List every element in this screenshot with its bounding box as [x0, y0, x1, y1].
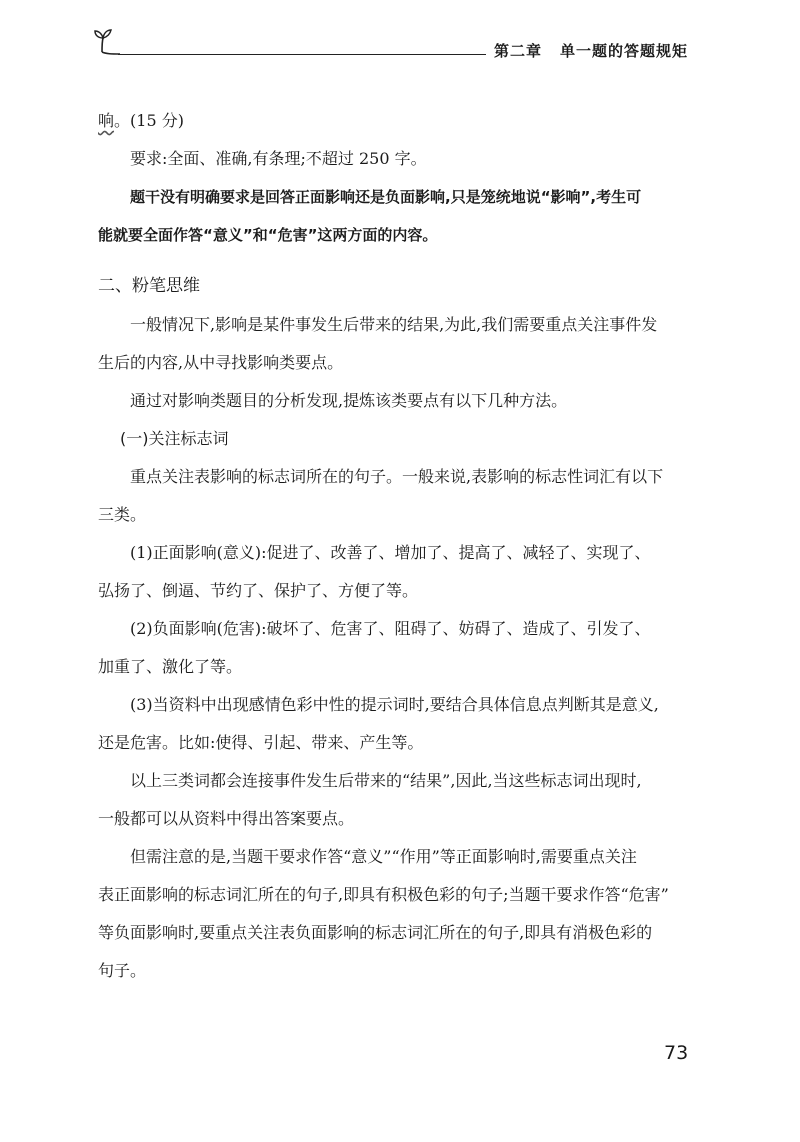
list-item: (1)正面影响(意义):促进了、改善了、增加了、提高了、减轻了、实现了、	[130, 543, 651, 562]
page-content	[98, 102, 696, 990]
paragraph-line: 但需注意的是,当题干要求作答“意义”“作用”等正面影响时,需要重点关注	[130, 847, 637, 866]
paragraph-line: 表正面影响的标志词汇所在的句子,即具有积极色彩的句子;当题干要求作答“危害”	[98, 885, 669, 904]
subsection-title: (一)关注标志词	[120, 429, 229, 448]
paragraph-line: 一般情况下,影响是某件事发生后带来的结果,为此,我们需要重点关注事件发	[130, 315, 658, 334]
sprout-icon	[92, 28, 122, 56]
paragraph-line: 等负面影响时,要重点关注表负面影响的标志词汇所在的句子,即具有消极色彩的	[98, 923, 653, 942]
analysis-line: 能就要全面作答“意义”和“危害”这两方面的内容。	[98, 226, 438, 244]
list-item: 加重了、激化了等。	[98, 657, 243, 676]
list-item: (3)当资料中出现感情色彩中性的提示词时,要结合具体信息点判断其是意义,	[130, 695, 659, 714]
wavy-underlined-text: 响	[98, 111, 115, 130]
requirement-text: 要求:全面、准确,有条理;不超过 250 字。	[130, 149, 427, 168]
list-item: (2)负面影响(危害):破坏了、危害了、阻碍了、妨碍了、造成了、引发了、	[130, 619, 651, 638]
running-header	[494, 40, 688, 61]
question-tail: 响。(15 分)	[98, 111, 184, 130]
paragraph-line: 生后的内容,从中寻找影响类要点。	[98, 353, 344, 372]
chapter-title: 单一题的答题规矩	[560, 42, 689, 60]
paragraph-line: 三类。	[98, 505, 147, 524]
paragraph-line: 以上三类词都会连接事件发生后带来的“结果”,因此,当这些标志词出现时,	[130, 771, 642, 790]
list-item: 弘扬了、倒逼、节约了、保护了、方便了等。	[98, 581, 419, 600]
section-title: 二、粉笔思维	[98, 276, 200, 296]
paragraph-line: 重点关注表影响的标志词所在的句子。一般来说,表影响的标志性词汇有以下	[130, 467, 664, 486]
analysis-line: 题干没有明确要求是回答正面影响还是负面影响,只是笼统地说“影响”,考生可	[130, 188, 642, 206]
paragraph-line: 一般都可以从资料中得出答案要点。	[98, 809, 355, 828]
chapter-label: 第二章	[494, 42, 543, 60]
page-number: 73	[664, 1042, 689, 1064]
header-rule	[118, 54, 486, 55]
paragraph-line: 通过对影响类题目的分析发现,提炼该类要点有以下几种方法。	[130, 391, 568, 410]
list-item: 还是危害。比如:使得、引起、带来、产生等。	[98, 733, 424, 752]
paragraph-line: 句子。	[98, 961, 147, 980]
